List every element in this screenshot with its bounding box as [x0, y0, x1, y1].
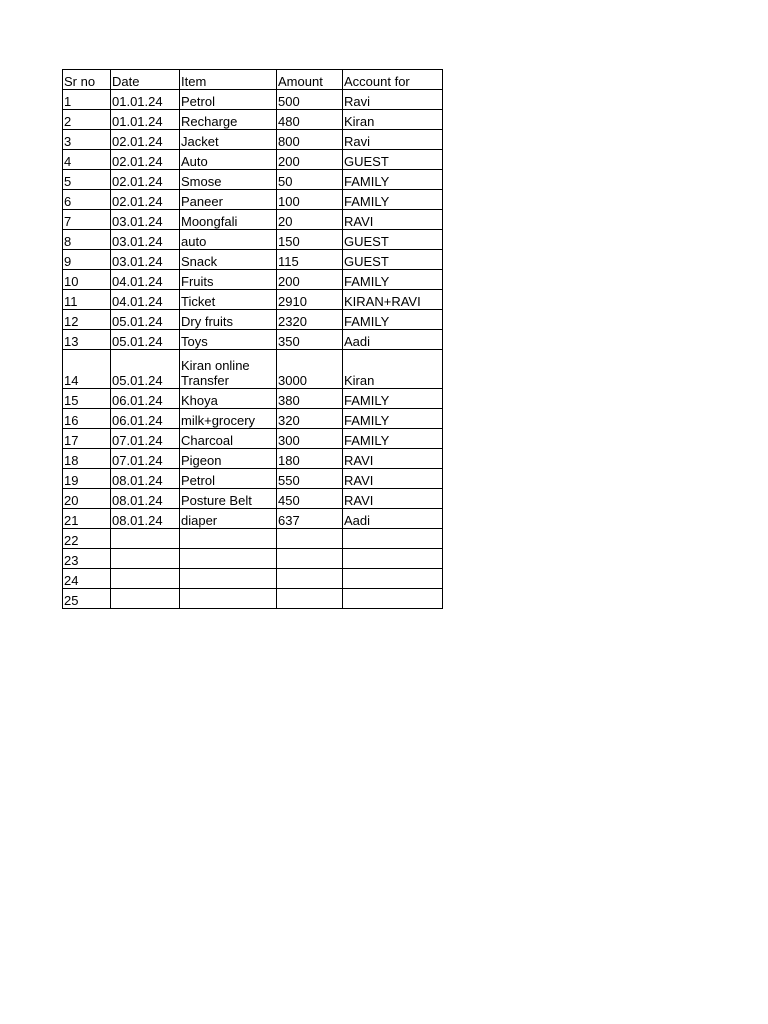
cell-item: Jacket: [180, 130, 277, 150]
cell-item: Dry fruits: [180, 310, 277, 330]
cell-date: 04.01.24: [111, 290, 180, 310]
table-row: [63, 489, 443, 509]
cell-date: 01.01.24: [111, 110, 180, 130]
cell-amount: 50: [277, 170, 343, 190]
table-row: [63, 449, 443, 469]
cell-item: Paneer: [180, 190, 277, 210]
cell-date: 02.01.24: [111, 130, 180, 150]
cell-item: [180, 529, 277, 549]
cell-sr-no: 14: [63, 350, 111, 389]
cell-sr-no: 3: [63, 130, 111, 150]
header-date: Date: [111, 70, 180, 90]
cell-item: Charcoal: [180, 429, 277, 449]
cell-account-for: Ravi: [343, 130, 443, 150]
cell-item: auto: [180, 230, 277, 250]
table-row: [63, 569, 443, 589]
cell-date: 03.01.24: [111, 230, 180, 250]
cell-account-for: FAMILY: [343, 409, 443, 429]
cell-item: Smose: [180, 170, 277, 190]
cell-date: 08.01.24: [111, 469, 180, 489]
cell-sr-no: 1: [63, 90, 111, 110]
cell-amount: 300: [277, 429, 343, 449]
cell-account-for: FAMILY: [343, 270, 443, 290]
cell-item: [180, 549, 277, 569]
cell-date: 03.01.24: [111, 210, 180, 230]
expense-table: [62, 69, 443, 609]
cell-account-for: FAMILY: [343, 429, 443, 449]
cell-item: [180, 589, 277, 609]
cell-sr-no: 2: [63, 110, 111, 130]
cell-account-for: [343, 529, 443, 549]
table-body: [63, 90, 443, 609]
cell-item: Snack: [180, 250, 277, 270]
cell-date: 02.01.24: [111, 150, 180, 170]
table-row: [63, 310, 443, 330]
table-row: [63, 210, 443, 230]
cell-account-for: FAMILY: [343, 310, 443, 330]
cell-sr-no: 5: [63, 170, 111, 190]
cell-account-for: KIRAN+RAVI: [343, 290, 443, 310]
cell-date: 06.01.24: [111, 389, 180, 409]
cell-account-for: Kiran: [343, 350, 443, 389]
cell-sr-no: 17: [63, 429, 111, 449]
header-item: Item: [180, 70, 277, 90]
table-header: [63, 70, 443, 90]
table-row: [63, 509, 443, 529]
table-row: [63, 230, 443, 250]
cell-sr-no: 25: [63, 589, 111, 609]
cell-account-for: Kiran: [343, 110, 443, 130]
cell-amount: 500: [277, 90, 343, 110]
cell-date: [111, 589, 180, 609]
cell-date: 05.01.24: [111, 350, 180, 389]
cell-date: 08.01.24: [111, 509, 180, 529]
table-row: [63, 110, 443, 130]
cell-sr-no: 24: [63, 569, 111, 589]
cell-sr-no: 16: [63, 409, 111, 429]
cell-amount: 480: [277, 110, 343, 130]
cell-amount: 2320: [277, 310, 343, 330]
cell-account-for: [343, 549, 443, 569]
table-row: [63, 549, 443, 569]
cell-sr-no: 7: [63, 210, 111, 230]
cell-date: 05.01.24: [111, 330, 180, 350]
cell-amount: [277, 549, 343, 569]
cell-sr-no: 8: [63, 230, 111, 250]
table-row: [63, 150, 443, 170]
cell-date: [111, 549, 180, 569]
table-row: [63, 270, 443, 290]
cell-amount: 550: [277, 469, 343, 489]
cell-amount: 150: [277, 230, 343, 250]
cell-date: 07.01.24: [111, 449, 180, 469]
cell-date: 02.01.24: [111, 170, 180, 190]
table-row: [63, 170, 443, 190]
cell-amount: 20: [277, 210, 343, 230]
cell-item: Moongfali: [180, 210, 277, 230]
table-row: [63, 190, 443, 210]
cell-item: Pigeon: [180, 449, 277, 469]
cell-date: 01.01.24: [111, 90, 180, 110]
cell-date: 04.01.24: [111, 270, 180, 290]
cell-account-for: FAMILY: [343, 389, 443, 409]
cell-account-for: [343, 569, 443, 589]
cell-sr-no: 23: [63, 549, 111, 569]
cell-sr-no: 20: [63, 489, 111, 509]
cell-account-for: GUEST: [343, 150, 443, 170]
cell-item: [180, 569, 277, 589]
cell-item: Kiran online Transfer: [180, 350, 277, 389]
cell-date: [111, 569, 180, 589]
table-row: [63, 350, 443, 389]
cell-amount: [277, 589, 343, 609]
cell-date: 03.01.24: [111, 250, 180, 270]
table-row: [63, 389, 443, 409]
cell-item: milk+grocery: [180, 409, 277, 429]
table-row: [63, 330, 443, 350]
cell-account-for: RAVI: [343, 210, 443, 230]
cell-account-for: FAMILY: [343, 190, 443, 210]
cell-amount: [277, 529, 343, 549]
cell-item: Fruits: [180, 270, 277, 290]
cell-sr-no: 11: [63, 290, 111, 310]
cell-account-for: GUEST: [343, 250, 443, 270]
cell-sr-no: 9: [63, 250, 111, 270]
cell-account-for: GUEST: [343, 230, 443, 250]
cell-amount: [277, 569, 343, 589]
cell-account-for: Ravi: [343, 90, 443, 110]
header-row: [63, 70, 443, 90]
table-row: [63, 469, 443, 489]
cell-amount: 450: [277, 489, 343, 509]
table-row: [63, 250, 443, 270]
cell-date: 02.01.24: [111, 190, 180, 210]
cell-amount: 637: [277, 509, 343, 529]
cell-sr-no: 21: [63, 509, 111, 529]
cell-amount: 100: [277, 190, 343, 210]
cell-account-for: RAVI: [343, 449, 443, 469]
cell-sr-no: 18: [63, 449, 111, 469]
cell-amount: 3000: [277, 350, 343, 389]
header-sr-no: Sr no: [63, 70, 111, 90]
cell-item: Auto: [180, 150, 277, 170]
cell-date: 05.01.24: [111, 310, 180, 330]
table-row: [63, 529, 443, 549]
cell-item: Petrol: [180, 469, 277, 489]
cell-item: Khoya: [180, 389, 277, 409]
cell-item: Posture Belt: [180, 489, 277, 509]
cell-sr-no: 10: [63, 270, 111, 290]
header-account-for: Account for: [343, 70, 443, 90]
header-amount: Amount: [277, 70, 343, 90]
cell-sr-no: 15: [63, 389, 111, 409]
cell-account-for: RAVI: [343, 489, 443, 509]
cell-sr-no: 13: [63, 330, 111, 350]
cell-account-for: RAVI: [343, 469, 443, 489]
cell-account-for: FAMILY: [343, 170, 443, 190]
cell-amount: 200: [277, 270, 343, 290]
cell-sr-no: 22: [63, 529, 111, 549]
cell-amount: 200: [277, 150, 343, 170]
cell-amount: 380: [277, 389, 343, 409]
cell-sr-no: 6: [63, 190, 111, 210]
cell-amount: 115: [277, 250, 343, 270]
table-row: [63, 130, 443, 150]
cell-sr-no: 12: [63, 310, 111, 330]
table-row: [63, 429, 443, 449]
cell-date: 08.01.24: [111, 489, 180, 509]
cell-date: 07.01.24: [111, 429, 180, 449]
cell-item: Recharge: [180, 110, 277, 130]
cell-item: diaper: [180, 509, 277, 529]
cell-item: Toys: [180, 330, 277, 350]
cell-amount: 320: [277, 409, 343, 429]
cell-amount: 2910: [277, 290, 343, 310]
cell-amount: 800: [277, 130, 343, 150]
cell-sr-no: 19: [63, 469, 111, 489]
cell-sr-no: 4: [63, 150, 111, 170]
table-row: [63, 409, 443, 429]
cell-date: 06.01.24: [111, 409, 180, 429]
cell-account-for: Aadi: [343, 509, 443, 529]
cell-item: Petrol: [180, 90, 277, 110]
cell-amount: 350: [277, 330, 343, 350]
cell-item: Ticket: [180, 290, 277, 310]
cell-date: [111, 529, 180, 549]
cell-account-for: Aadi: [343, 330, 443, 350]
table-row: [63, 290, 443, 310]
table-row: [63, 589, 443, 609]
cell-account-for: [343, 589, 443, 609]
cell-amount: 180: [277, 449, 343, 469]
table-row: [63, 90, 443, 110]
